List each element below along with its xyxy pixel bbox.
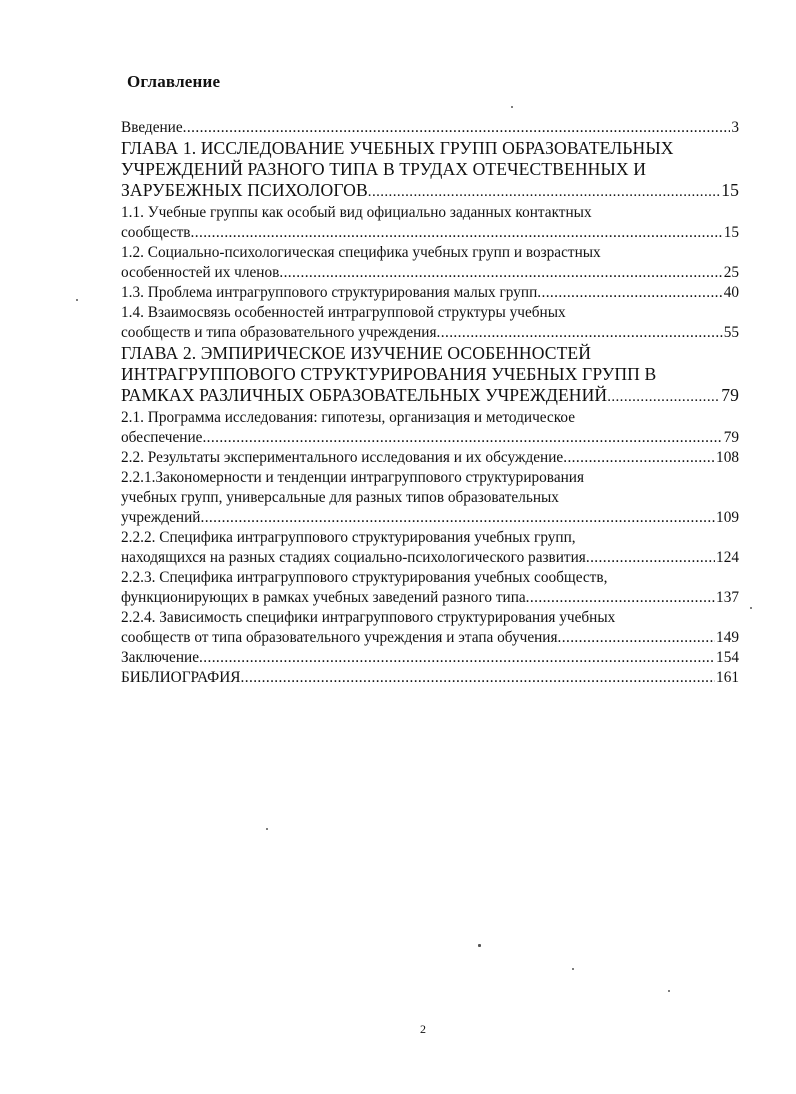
toc-entry [121, 668, 739, 688]
toc-entry-line: ГЛАВА 1. ИССЛЕДОВАНИЕ УЧЕБНЫХ ГРУПП ОБРАЗОВАТЕЛЬНЫХ [121, 138, 674, 158]
toc-entry [121, 243, 739, 283]
toc-entry-line: 2.2.2. Специфика интрагруппового структурирования учебных групп, [121, 529, 576, 546]
toc-entry-line: 2.2.1.Закономерности и тенденции интрагруппового структурирования [121, 469, 585, 486]
toc-entry-line: учебных групп, универсальные для разных типов образовательных [121, 489, 559, 506]
toc-page-number: 161 [716, 669, 739, 686]
toc-entry-last-line [121, 508, 739, 528]
toc-entry [121, 283, 739, 303]
toc-page-number: 79 [721, 385, 739, 405]
toc-entry-text: ЗАРУБЕЖНЫХ ПСИХОЛОГОВ [121, 180, 368, 200]
toc-title: Оглавление [127, 72, 221, 91]
toc-page-number: 109 [716, 509, 739, 526]
toc-page-number: 79 [723, 429, 739, 446]
dot-leader [279, 263, 722, 283]
toc-entry-text: Заключение [121, 649, 200, 666]
toc-entry [121, 343, 739, 408]
toc-page-number: 124 [716, 549, 739, 566]
toc-entry [121, 138, 739, 203]
toc-page-number: 3 [731, 119, 739, 136]
toc-entry-last-line [121, 588, 739, 608]
toc-page-number: 149 [716, 629, 739, 646]
toc-entry-line: 2.1. Программа исследования: гипотезы, организация и методическое [121, 409, 575, 426]
toc-entry-line: 2.2.3. Специфика интрагруппового структурирования учебных сообществ, [121, 569, 608, 586]
toc-entry [121, 408, 739, 448]
scan-speck [668, 990, 670, 992]
toc-entry-text: особенностей их членов [121, 264, 280, 281]
toc-entry-last-line [121, 628, 739, 648]
toc-entry-last-line [121, 118, 739, 138]
table-of-contents [121, 118, 739, 688]
toc-entry-line: 1.1. Учебные группы как особый вид официально заданных контактных [121, 204, 592, 221]
toc-entry-text: сообществ от типа образовательного учреждения и этапа обучения [121, 629, 558, 646]
dot-leader [586, 548, 715, 568]
toc-entry-last-line [121, 323, 739, 343]
toc-entry-text: функционирующих в рамках учебных заведений разного типа [121, 589, 526, 606]
toc-entry-text: 1.3. Проблема интрагруппового структурирования малых групп [121, 284, 538, 301]
dot-leader [558, 628, 716, 648]
dot-leader [191, 223, 723, 243]
toc-entry-text: 2.2. Результаты экспериментального исследования и их обсуждение [121, 449, 564, 466]
toc-entry-line: ГЛАВА 2. ЭМПИРИЧЕСКОЕ ИЗУЧЕНИЕ ОСОБЕННОСТЕЙ [121, 343, 592, 363]
toc-entry [121, 203, 739, 243]
dot-leader [526, 588, 715, 608]
scan-speck [511, 106, 513, 108]
toc-entry-text: обеспечение [121, 429, 203, 446]
toc-entry-last-line [121, 648, 739, 668]
toc-entry-text: учреждений [121, 509, 201, 526]
toc-entry-line: 1.4. Взаимосвязь особенностей интрагрупповой структуры учебных [121, 304, 566, 321]
toc-entry-line: 1.2. Социально-психологическая специфика учебных групп и возрастных [121, 244, 601, 261]
toc-entry [121, 468, 739, 528]
toc-entry-text: БИБЛИОГРАФИЯ [121, 669, 241, 686]
page-number: 2 [420, 1022, 426, 1036]
toc-entry [121, 448, 739, 468]
scan-speck [76, 299, 78, 301]
toc-page-number: 25 [723, 264, 739, 281]
toc-entry-text: Введение [121, 119, 183, 136]
scan-speck [572, 968, 574, 970]
dot-leader [437, 323, 723, 343]
dot-leader [183, 118, 731, 138]
toc-entry-text: находящихся на разных стадиях социально-психологического развития [121, 549, 586, 566]
toc-entry-line: 2.2.4. Зависимость специфики интрагруппового структурирования учебных [121, 609, 616, 626]
toc-entry-last-line [121, 668, 739, 688]
toc-entry-last-line [121, 385, 739, 408]
dot-leader [199, 648, 715, 668]
toc-page-number: 55 [723, 324, 739, 341]
toc-page-number: 40 [723, 284, 739, 301]
toc-entry-line: УЧРЕЖДЕНИЙ РАЗНОГО ТИПА В ТРУДАХ ОТЕЧЕСТВЕННЫХ И [121, 159, 646, 179]
toc-entry-text: сообществ [121, 224, 191, 241]
toc-entry [121, 528, 739, 568]
toc-entry [121, 568, 739, 608]
toc-entry-text: РАМКАХ РАЗЛИЧНЫХ ОБРАЗОВАТЕЛЬНЫХ УЧРЕЖДЕНИЙ [121, 385, 608, 405]
toc-entry-last-line [121, 548, 739, 568]
toc-entry [121, 303, 739, 343]
toc-entry-last-line [121, 180, 739, 203]
dot-leader [200, 508, 715, 528]
scan-speck [478, 944, 481, 947]
dot-leader [607, 385, 720, 408]
toc-page-number: 15 [721, 180, 739, 200]
dot-leader [368, 180, 720, 203]
dot-leader [202, 428, 722, 448]
toc-entry [121, 608, 739, 648]
toc-entry-line: ИНТРАГРУППОВОГО СТРУКТУРИРОВАНИЯ УЧЕБНЫХ ГРУПП В [121, 364, 657, 384]
scan-speck [266, 828, 268, 830]
toc-entry-text: сообществ и типа образовательного учреждения [121, 324, 437, 341]
toc-entry [121, 648, 739, 668]
dot-leader [563, 448, 715, 468]
toc-entry-last-line [121, 263, 739, 283]
toc-entry-last-line [121, 448, 739, 468]
toc-page-number: 154 [716, 649, 739, 666]
toc-page-number: 137 [716, 589, 739, 606]
toc-page-number: 108 [716, 449, 739, 466]
toc-entry-last-line [121, 283, 739, 303]
toc-entry-last-line [121, 223, 739, 243]
toc-entry-last-line [121, 428, 739, 448]
toc-page-number: 15 [723, 224, 739, 241]
dot-leader [537, 283, 722, 303]
scan-speck [750, 607, 752, 609]
dot-leader [241, 668, 716, 688]
toc-entry [121, 118, 739, 138]
